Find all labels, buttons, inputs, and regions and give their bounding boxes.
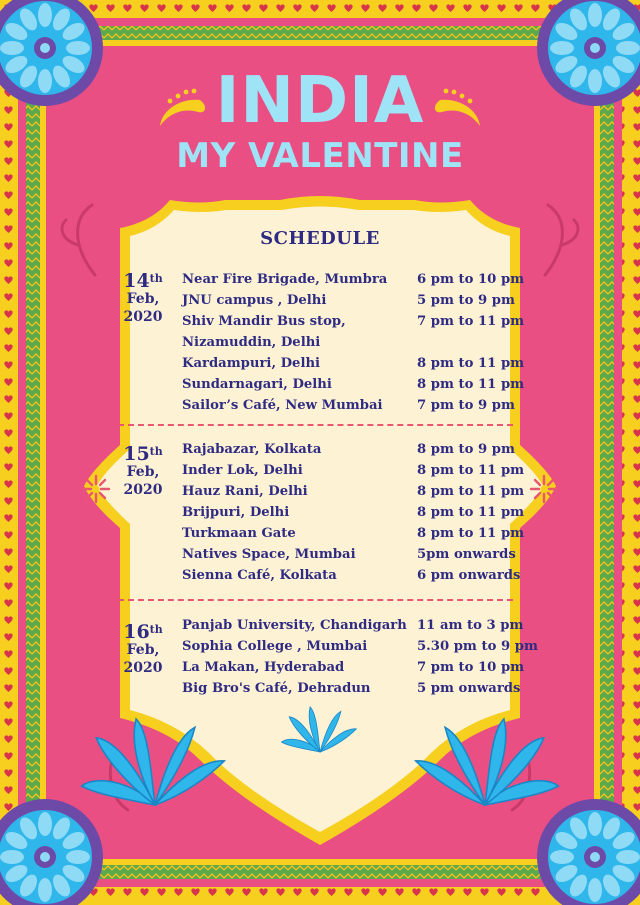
venue: Sailor’s Café, New Mumbai (182, 398, 383, 413)
date-day: 14 (123, 270, 150, 292)
time-slot: 8 pm to 11 pm (417, 484, 525, 499)
time-slot: 5 pm to 9 pm (417, 293, 515, 308)
schedule-row (182, 353, 542, 374)
venue: Sienna Café, Kolkata (182, 568, 337, 583)
time-slot: 7 pm to 10 pm (417, 660, 525, 675)
time-slot: 8 pm to 9 pm (417, 442, 515, 457)
date-month: Feb, (126, 642, 160, 658)
venue: Inder Lok, Delhi (182, 463, 303, 478)
date-day: 15 (123, 443, 150, 465)
date-suffix: th (149, 445, 163, 458)
schedule-row (182, 657, 542, 678)
schedule-row (182, 332, 542, 353)
date-15-feb (108, 445, 178, 499)
schedule-row (182, 290, 542, 311)
venue: Hauz Rani, Delhi (182, 484, 308, 499)
schedule-row (182, 523, 542, 544)
venue: JNU campus , Delhi (182, 293, 327, 308)
venue: Rajabazar, Kolkata (182, 442, 322, 457)
date-day: 16 (123, 621, 150, 643)
schedule-row (182, 502, 542, 523)
schedule-row (182, 269, 542, 290)
schedule-row (182, 615, 542, 636)
time-slot: 5 pm onwards (417, 681, 521, 696)
venue: Kardampuri, Delhi (182, 356, 321, 371)
venue: Sundarnagari, Delhi (182, 377, 332, 392)
schedule-row (182, 439, 542, 460)
schedule-row (182, 544, 542, 565)
venue: Shiv Mandir Bus stop, (182, 314, 346, 329)
time-slot: 8 pm to 11 pm (417, 526, 525, 541)
venue: Panjab University, Chandigarh (182, 618, 407, 633)
dashed-divider (118, 424, 513, 426)
venue: La Makan, Hyderabad (182, 660, 345, 675)
venue: Nizamuddin, Delhi (182, 335, 321, 350)
date-14-feb (108, 272, 178, 326)
date-year: 2020 (123, 309, 163, 325)
date-suffix: th (149, 623, 163, 636)
dashed-divider (118, 599, 513, 601)
date-16-feb (108, 623, 178, 677)
time-slot: 7 pm to 9 pm (417, 398, 515, 413)
time-slot: 5pm onwards (417, 547, 516, 562)
schedule-row (182, 678, 542, 699)
venue: Big Bro's Café, Dehradun (182, 681, 371, 696)
venue: Brijpuri, Delhi (182, 505, 290, 520)
schedule-row (182, 395, 542, 416)
schedule-row (182, 311, 542, 332)
time-slot: 8 pm to 11 pm (417, 505, 525, 520)
time-slot: 8 pm to 11 pm (417, 377, 525, 392)
schedule-row (182, 374, 542, 395)
date-year: 2020 (123, 660, 163, 676)
venue: Near Fire Brigade, Mumbra (182, 272, 388, 287)
date-year: 2020 (123, 482, 163, 498)
venue: Turkmaan Gate (182, 526, 296, 541)
schedule-list-14-feb (182, 269, 542, 416)
venue: Sophia College , Mumbai (182, 639, 368, 654)
schedule-row (182, 565, 542, 586)
date-month: Feb, (126, 464, 160, 480)
date-month: Feb, (126, 291, 160, 307)
venue: Natives Space, Mumbai (182, 547, 356, 562)
schedule-heading: SCHEDULE (260, 228, 380, 249)
time-slot: 7 pm to 11 pm (417, 314, 525, 329)
schedule-row (182, 481, 542, 502)
time-slot: 5.30 pm to 9 pm (417, 639, 538, 654)
schedule-list-15-feb (182, 439, 542, 586)
date-suffix: th (149, 272, 163, 285)
time-slot: 8 pm to 11 pm (417, 356, 525, 371)
poster-title: INDIA (215, 64, 425, 138)
poster-subtitle: MY VALENTINE (176, 136, 464, 176)
time-slot: 6 pm onwards (417, 568, 521, 583)
time-slot: 8 pm to 11 pm (417, 463, 525, 478)
schedule-list-16-feb (182, 615, 542, 699)
schedule-row (182, 460, 542, 481)
schedule-row (182, 636, 542, 657)
time-slot: 6 pm to 10 pm (417, 272, 525, 287)
time-slot: 11 am to 3 pm (417, 618, 524, 633)
